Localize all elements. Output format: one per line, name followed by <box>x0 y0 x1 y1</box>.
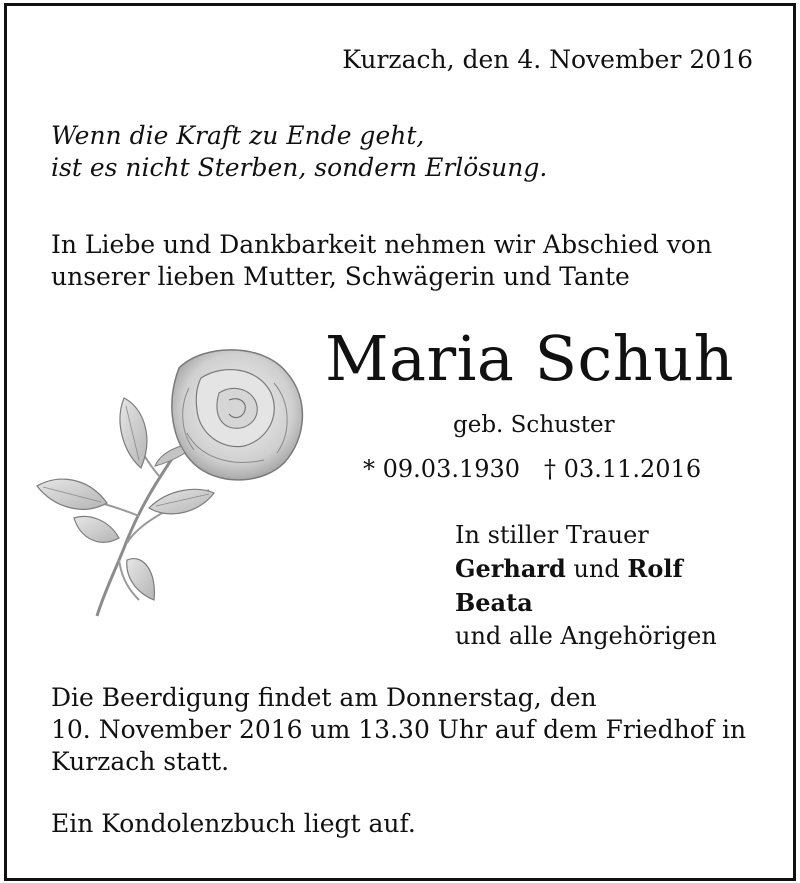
mourners-others: und alle Angehörigen <box>455 622 717 650</box>
rose-icon <box>29 338 314 623</box>
mourner-connector: und <box>573 555 620 583</box>
life-dates <box>363 455 725 483</box>
deceased-name: Maria Schuh <box>325 322 735 395</box>
mourner-name-2: Rolf <box>627 554 683 583</box>
place-date: Kurzach, den 4. November 2016 <box>342 45 753 74</box>
funeral-line-2: 10. November 2016 um 13.30 Uhr auf dem Friedhof in <box>51 715 747 744</box>
funeral-info <box>51 682 746 778</box>
mourner-name-1: Gerhard <box>455 554 566 583</box>
intro-text <box>51 229 712 293</box>
maiden-name: geb. Schuster <box>453 412 615 438</box>
mourners-intro: In stiller Trauer <box>455 521 649 549</box>
obituary-frame <box>4 3 796 881</box>
condolence-note: Ein Kondolenzbuch liegt auf. <box>51 809 416 838</box>
verse-line-1: Wenn die Kraft zu Ende geht, <box>51 121 425 150</box>
intro-line-2: unserer lieben Mutter, Schwägerin und Tante <box>51 262 630 291</box>
birth-date: * 09.03.1930 <box>363 455 521 483</box>
verse-quote <box>51 120 547 184</box>
death-date: † 03.11.2016 <box>544 455 702 483</box>
funeral-line-3: Kurzach statt. <box>51 747 230 776</box>
funeral-line-1: Die Beerdigung findet am Donnerstag, den <box>51 683 597 712</box>
verse-line-2: ist es nicht Sterben, sondern Erlösung. <box>51 153 548 182</box>
mourners-line-2 <box>455 552 717 586</box>
intro-line-1: In Liebe und Dankbarkeit nehmen wir Abschied von <box>51 230 713 259</box>
mourner-name-3: Beata <box>455 588 533 617</box>
mourners-line-3 <box>455 586 717 620</box>
mourners-block <box>455 519 717 653</box>
